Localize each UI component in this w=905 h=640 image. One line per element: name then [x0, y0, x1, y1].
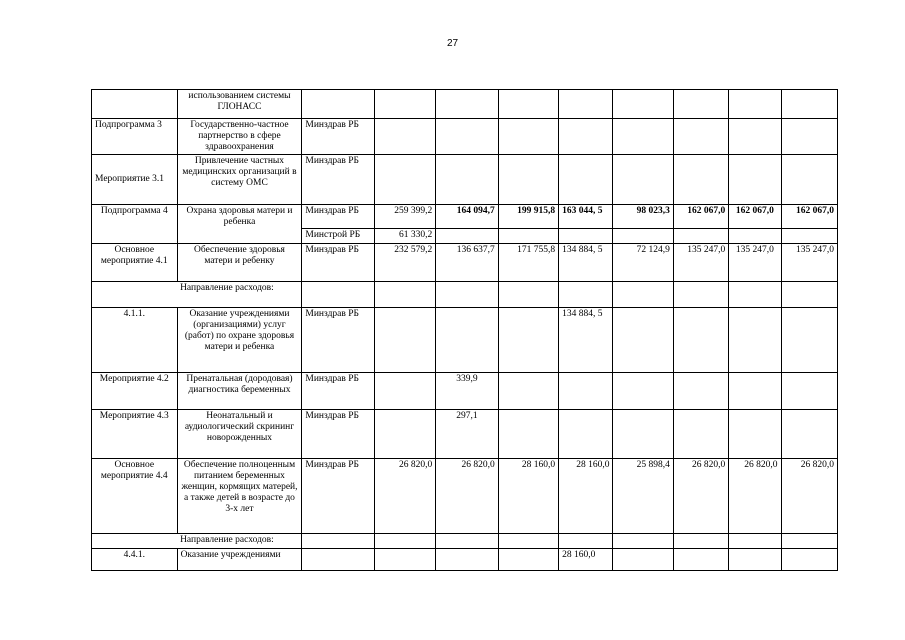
value-cell: 28 160,0: [559, 549, 613, 571]
program-code: Основное мероприятие 4.4: [92, 459, 178, 534]
value-cell: 135 247,0: [673, 244, 728, 282]
activity-name: Оказание учреждениями: [177, 549, 302, 571]
table-row: [92, 534, 838, 549]
value-cell: 61 330,2: [374, 229, 435, 244]
activity-name: Обеспечение полноценным питанием беременных женщин, кормящих матерей, а также детей в возрасте до 3-х лет: [177, 459, 302, 534]
value-cell: 26 820,0: [374, 459, 435, 534]
value-cell: 26 820,0: [729, 459, 781, 534]
executor: Минздрав РБ: [302, 410, 374, 459]
activity-name: Обеспечение здоровья матери и ребенку: [177, 244, 302, 282]
value-cell: 199 915,8: [498, 205, 558, 229]
value-cell: 297,1: [436, 410, 498, 459]
value-cell: 164 094,7: [436, 205, 498, 229]
table-row: [92, 282, 838, 308]
page-number: 27: [446, 38, 459, 49]
program-code: Мероприятие 3.1: [92, 155, 178, 205]
executor: Минздрав РБ: [302, 308, 374, 373]
value-cell: 171 755,8: [498, 244, 558, 282]
value-cell: 135 247,0: [729, 244, 781, 282]
executor: Минздрав РБ: [302, 155, 374, 205]
program-code: Основное мероприятие 4.1: [92, 244, 178, 282]
activity-name: Государственно-частное партнерство в сфере здравоохранения: [177, 119, 302, 155]
value-cell: 162 067,0: [673, 205, 728, 229]
table-row: [92, 549, 838, 571]
program-code: Подпрограмма 4: [92, 205, 178, 244]
direction-label: Направление расходов:: [177, 534, 302, 549]
value-cell: 162 067,0: [781, 205, 837, 229]
value-cell: 232 579,2: [374, 244, 435, 282]
value-cell: 26 820,0: [781, 459, 837, 534]
executor: Минздрав РБ: [302, 373, 374, 410]
executor: Минздрав РБ: [302, 119, 374, 155]
activity-name: Охрана здоровья матери и ребенка: [177, 205, 302, 244]
value-cell: 26 820,0: [436, 459, 498, 534]
table-row: [92, 119, 838, 155]
program-code: 4.1.1.: [92, 308, 178, 373]
table-row: [92, 373, 838, 410]
executor: Минстрой РБ: [302, 229, 374, 244]
table-row: [92, 459, 838, 534]
value-cell: 28 160,0: [498, 459, 558, 534]
value-cell: 259 399,2: [374, 205, 435, 229]
table-row: [92, 90, 838, 119]
table-row: [92, 155, 838, 205]
table-row: [92, 410, 838, 459]
value-cell: 339,9: [436, 373, 498, 410]
table-row: [92, 205, 838, 229]
activity-name: Пренатальная (дородовая) диагностика беременных: [177, 373, 302, 410]
value-cell: 162 067,0: [729, 205, 781, 229]
value-cell: 72 124,9: [613, 244, 673, 282]
value-cell: 28 160,0: [559, 459, 613, 534]
value-cell: 134 884, 5: [559, 308, 613, 373]
value-cell: 135 247,0: [781, 244, 837, 282]
value-cell: 25 898,4: [613, 459, 673, 534]
table-row: [92, 244, 838, 282]
table-row: [92, 308, 838, 373]
activity-name: Оказание учреждениями (организациями) услуг (работ) по охране здоровья матери и ребенка: [177, 308, 302, 373]
activity-name: Привлечение частных медицинских организаций в систему ОМС: [177, 155, 302, 205]
activity-name: использованием системы ГЛОНАСС: [177, 90, 302, 119]
direction-label: Направление расходов:: [177, 282, 302, 308]
program-code: Подпрограмма 3: [92, 119, 178, 155]
value-cell: 163 044, 5: [559, 205, 613, 229]
program-code: Мероприятие 4.2: [92, 373, 178, 410]
budget-table: [91, 89, 838, 571]
program-code: 4.4.1.: [92, 549, 178, 571]
value-cell: 134 884, 5: [559, 244, 613, 282]
value-cell: 26 820,0: [673, 459, 728, 534]
value-cell: 136 637,7: [436, 244, 498, 282]
value-cell: 98 023,3: [613, 205, 673, 229]
executor: Минздрав РБ: [302, 459, 374, 534]
executor: Минздрав РБ: [302, 205, 374, 229]
activity-name: Неонатальный и аудиологический скрининг новорожденных: [177, 410, 302, 459]
executor: Минздрав РБ: [302, 244, 374, 282]
program-code: Мероприятие 4.3: [92, 410, 178, 459]
